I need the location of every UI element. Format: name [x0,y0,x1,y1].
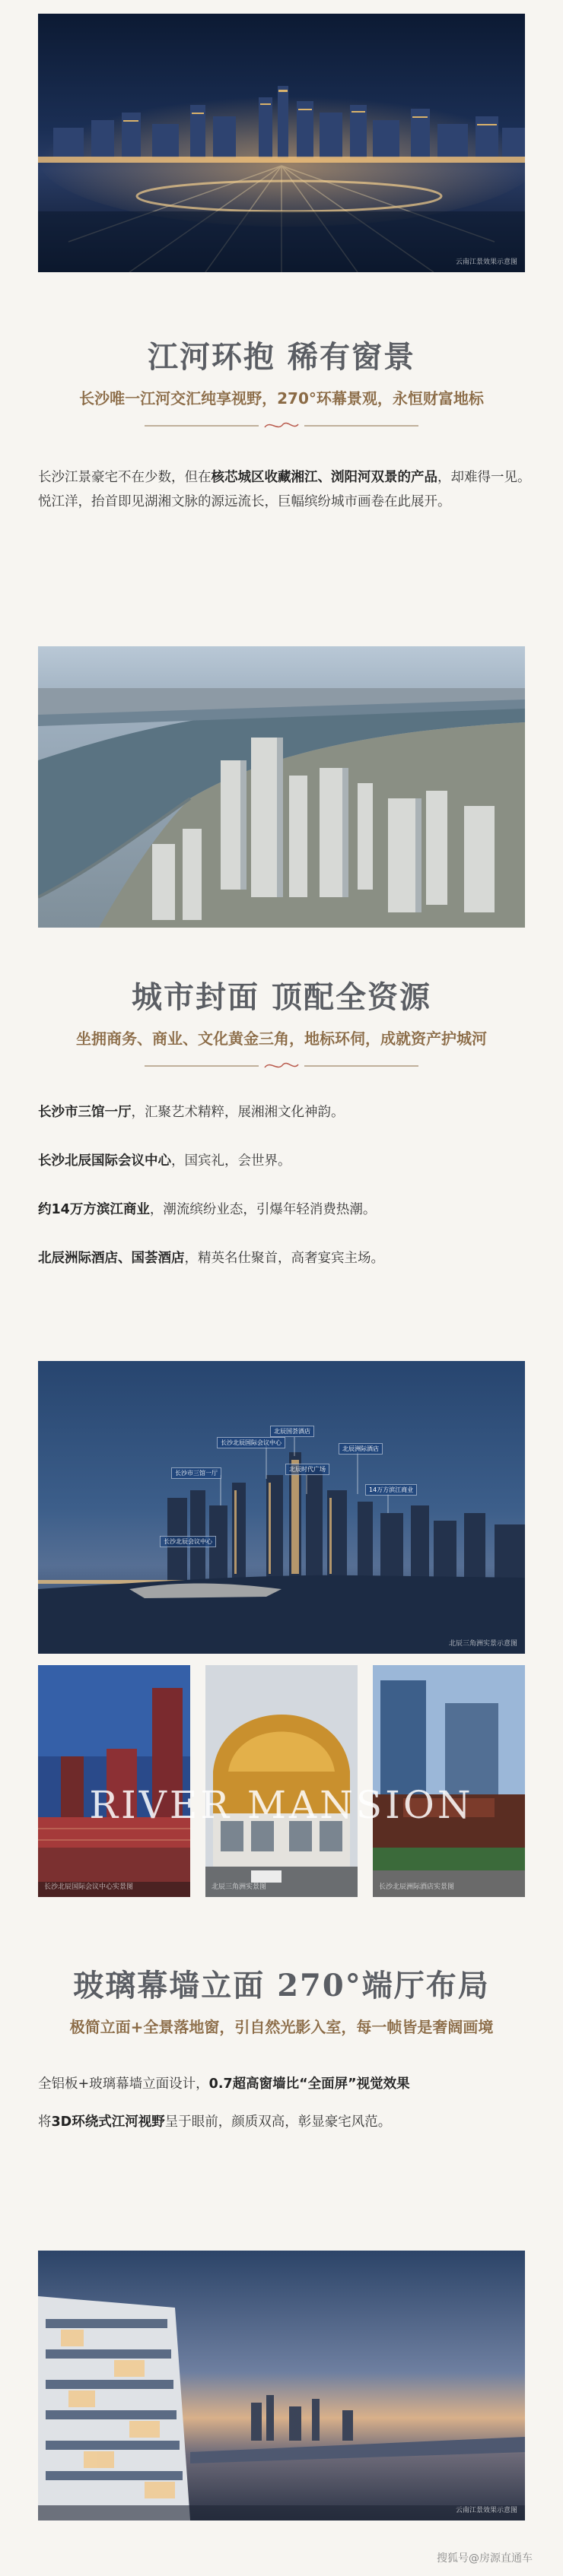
resource-name: 长沙北辰国际会议中心 [38,1153,171,1169]
dusk-skyline-photo [38,1361,525,1654]
tile-photo-hotel [373,1665,525,1897]
resource-desc: ，国宾礼，会世界。 [171,1153,291,1169]
section2-title: 城市封面 顶配全资源 [132,979,431,1015]
night-skyline-photo [38,14,525,272]
tile-photo-convention [38,1665,190,1897]
section1-title: 江河环抱 稀有窗景 [148,339,415,375]
facade-highlight: 0.7超高窗墙比“全面屏”视觉效果 [208,2076,410,2092]
building-dusk-photo [38,2251,525,2520]
aerial-river-photo [38,646,525,928]
tile-image [38,1665,190,1897]
resource-item [38,1151,540,1171]
photo-caption: 北辰三角洲实景示意图 [448,1640,517,1648]
building-dusk-image [38,2251,525,2520]
resource-desc: ，潮流缤纷业态，引爆年轻消费热潮。 [149,1202,377,1217]
tile-caption: 北辰三角洲实景图 [212,1883,267,1891]
resource-desc: ，精英名仕聚首，高奢宴宾主场。 [184,1251,384,1266]
watermark-footer: 搜狐号@房源直通车 [437,2552,533,2565]
para-highlight: 核芯城区收藏湘江、浏阳河双景的产品 [211,470,437,485]
photo-caption: 云南江景效果示意图 [455,259,517,266]
section1-subtitle: 长沙唯一江河交汇纯享视野，270°环幕景观，永恒财富地标 [79,389,484,408]
tile-image [373,1665,525,1897]
resource-name: 约14万方滨江商业 [38,1202,150,1217]
night-skyline-image [38,14,525,272]
landmark-label: 长沙北辰会议中心 [160,1536,216,1547]
para-text: 长沙江景豪宅不在少数，但在 [38,470,212,485]
resource-name: 长沙市三馆一厅 [38,1105,132,1120]
para-text: ，却难得一见。悦江洋，抬首即见湖湘文脉的源远流长，巨幅缤纷城市画卷在此展开。 [38,470,531,509]
section1-paragraph [38,465,533,514]
aerial-river-image [38,646,525,928]
facade-text: 将 [38,2114,52,2130]
tile-caption: 长沙北辰洲际酒店实景图 [379,1883,455,1891]
section3-subtitle: 极简立面+全景落地窗，引自然光影入室，每一帧皆是奢阔画境 [69,2018,494,2036]
tile-photo-mall [205,1665,358,1897]
landmark-label: 14万方滨江商业 [365,1484,417,1496]
facade-text: 呈于眼前，颜质双高，彰显豪宅风范。 [164,2114,392,2130]
facade-line-1 [38,2074,540,2094]
resource-item [38,1248,540,1268]
resource-desc: ，汇聚艺术精粹，展湘湘文化神韵。 [131,1105,345,1120]
ornament-divider [145,418,418,433]
photo-caption: 云南江景效果示意图 [455,2507,517,2514]
resource-item [38,1102,540,1122]
dusk-skyline-image [38,1361,525,1654]
facade-line-2 [38,2112,540,2132]
section3-title: 玻璃幕墙立面 270°端厅布局 [73,1968,490,2003]
landmark-label: 北辰洲际酒店 [339,1443,383,1455]
landmark-label: 北辰时代广场 [285,1464,329,1475]
tile-caption: 长沙北辰国际会议中心实景图 [44,1883,134,1891]
facade-highlight: 3D环绕式江河视野 [51,2114,165,2130]
ornament-divider [145,1058,418,1074]
section2-subtitle: 坐拥商务、商业、文化黄金三角，地标环伺，成就资产护城河 [76,1029,487,1048]
resource-item [38,1200,540,1220]
landmark-label: 长沙市三馆一厅 [171,1467,221,1479]
landmark-label: 长沙北辰国际会议中心 [217,1437,285,1448]
tile-overlay-text: RIVER MANSION [89,1783,474,1827]
facade-text: 全铝板+玻璃幕墙立面设计， [38,2076,209,2092]
resource-name: 北辰洲际酒店、国荟酒店 [38,1251,185,1266]
landmark-label: 北辰国荟酒店 [270,1426,314,1437]
tile-image [205,1665,358,1897]
